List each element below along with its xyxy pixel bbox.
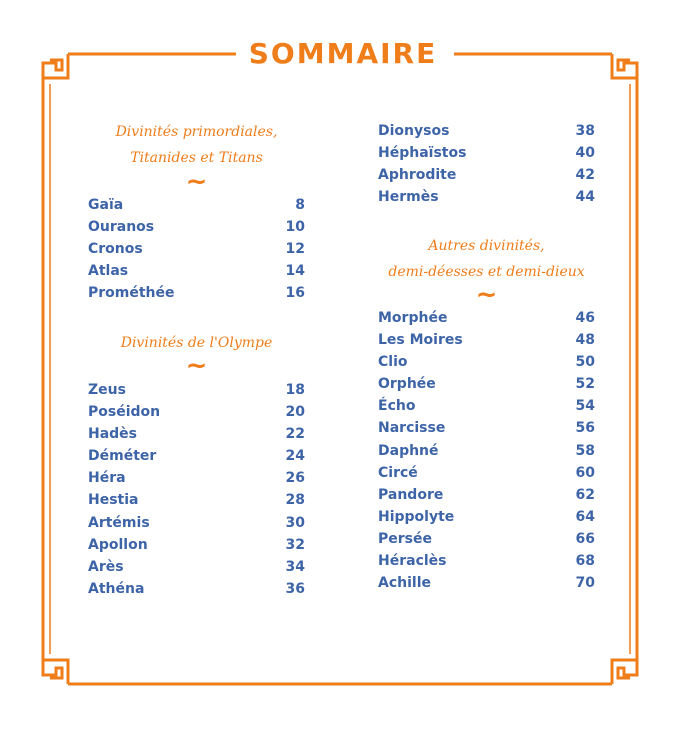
entry-page: 50 xyxy=(575,354,595,371)
toc-entry[interactable] xyxy=(378,395,595,417)
entry-name: Morphée xyxy=(378,310,448,326)
entry-page: 38 xyxy=(575,123,595,139)
toc-entry[interactable] xyxy=(378,329,595,351)
toc-entry[interactable] xyxy=(378,186,595,208)
entry-name: Atlas xyxy=(88,263,129,280)
entry-name: Héra xyxy=(88,470,126,487)
entry-page: 30 xyxy=(285,514,305,531)
entry-name: Écho xyxy=(378,398,416,415)
toc-entry[interactable] xyxy=(378,351,595,373)
entry-page: 70 xyxy=(575,575,595,592)
toc-entry[interactable] xyxy=(378,164,595,186)
entry-name: Circé xyxy=(378,464,418,481)
entry-name: Déméter xyxy=(88,448,157,465)
toc-entry[interactable] xyxy=(88,379,305,401)
entry-page: 62 xyxy=(575,486,595,503)
toc-entry[interactable] xyxy=(378,120,595,142)
entry-name: Orphée xyxy=(378,376,436,393)
toc-list xyxy=(88,379,305,600)
toc-entry[interactable] xyxy=(378,440,595,462)
toc-entry[interactable] xyxy=(88,467,305,489)
entry-name: Aphrodite xyxy=(378,167,457,184)
tilde-ornament-icon: ~ xyxy=(185,167,208,197)
toc-list xyxy=(378,120,595,208)
entry-page: 22 xyxy=(285,426,305,443)
entry-page: 34 xyxy=(285,558,305,575)
entry-name: Hestia xyxy=(88,492,139,509)
tilde-ornament-icon: ~ xyxy=(475,280,498,310)
entry-name: Achille xyxy=(378,575,431,592)
entry-page: 56 xyxy=(575,420,595,437)
toc-entry[interactable] xyxy=(88,489,305,511)
entry-page: 66 xyxy=(575,530,595,547)
entry-page: 36 xyxy=(285,580,305,597)
toc-entry[interactable] xyxy=(378,417,595,439)
entry-name: Narcisse xyxy=(378,420,446,437)
entry-page: 26 xyxy=(285,470,305,487)
entry-name: Artémis xyxy=(88,514,150,531)
entry-page: 46 xyxy=(575,310,595,326)
section-heading: Autres divinités, xyxy=(428,238,545,254)
entry-page: 68 xyxy=(575,553,595,570)
entry-name: Ouranos xyxy=(88,219,155,236)
toc-entry[interactable] xyxy=(378,506,595,528)
toc-entry[interactable] xyxy=(378,373,595,395)
section-heading: Titanides et Titans xyxy=(130,150,263,166)
entry-name: Daphné xyxy=(378,442,439,459)
toc-entry[interactable] xyxy=(88,194,305,216)
entry-page: 32 xyxy=(285,536,305,553)
entry-page: 58 xyxy=(575,442,595,459)
toc-entry[interactable] xyxy=(88,578,305,600)
entry-name: Les Moires xyxy=(378,332,463,349)
entry-name: Clio xyxy=(378,354,408,371)
entry-name: Hadès xyxy=(88,426,138,443)
entry-name: Athéna xyxy=(88,580,145,597)
toc-entry[interactable] xyxy=(88,534,305,556)
entry-page: 18 xyxy=(285,382,305,398)
toc-entry[interactable] xyxy=(88,216,305,238)
toc-entry[interactable] xyxy=(378,550,595,572)
entry-page: 42 xyxy=(575,167,595,184)
entry-page: 54 xyxy=(575,398,595,415)
toc-entry[interactable] xyxy=(378,484,595,506)
entry-name: Dionysos xyxy=(378,123,450,139)
section-heading: Divinités de l'Olympe xyxy=(120,335,273,351)
entry-page: 40 xyxy=(575,145,595,162)
entry-name: Cronos xyxy=(88,241,143,258)
toc-entry[interactable] xyxy=(378,572,595,594)
toc-entry[interactable] xyxy=(378,142,595,164)
entry-page: 24 xyxy=(285,448,305,465)
entry-name: Persée xyxy=(378,530,432,547)
entry-page: 44 xyxy=(575,189,595,206)
entry-name: Zeus xyxy=(88,382,126,398)
entry-page: 8 xyxy=(295,197,305,213)
entry-page: 64 xyxy=(575,508,595,525)
section-heading: demi-déesses et demi-dieux xyxy=(388,264,585,280)
toc-entry[interactable] xyxy=(378,528,595,550)
entry-page: 14 xyxy=(285,263,305,280)
entry-name: Héraclès xyxy=(378,553,447,570)
entry-page: 48 xyxy=(575,332,595,349)
entry-name: Héphaïstos xyxy=(378,145,467,162)
entry-name: Poséidon xyxy=(88,404,161,421)
toc-entry[interactable] xyxy=(88,512,305,534)
toc-entry[interactable] xyxy=(88,282,305,304)
section-heading: Divinités primordiales, xyxy=(115,124,278,140)
toc-list xyxy=(88,194,305,304)
entry-name: Gaïa xyxy=(88,197,124,213)
entry-name: Arès xyxy=(88,558,124,575)
entry-name: Pandore xyxy=(378,486,444,503)
page-title: SOMMAIRE xyxy=(240,34,446,74)
toc-entry[interactable] xyxy=(88,260,305,282)
tilde-ornament-icon: ~ xyxy=(185,351,208,381)
entry-page: 60 xyxy=(575,464,595,481)
toc-entry[interactable] xyxy=(88,401,305,423)
entry-page: 10 xyxy=(285,219,305,236)
toc-entry[interactable] xyxy=(378,462,595,484)
toc-entry[interactable] xyxy=(88,238,305,260)
entry-name: Hermès xyxy=(378,189,439,206)
entry-name: Hippolyte xyxy=(378,508,455,525)
toc-entry[interactable] xyxy=(88,423,305,445)
toc-entry[interactable] xyxy=(88,556,305,578)
entry-name: Apollon xyxy=(88,536,148,553)
entry-name: Prométhée xyxy=(88,285,175,302)
toc-list xyxy=(378,307,595,594)
toc-entry[interactable] xyxy=(378,307,595,329)
entry-page: 20 xyxy=(285,404,305,421)
toc-entry[interactable] xyxy=(88,445,305,467)
entry-page: 12 xyxy=(285,241,305,258)
entry-page: 28 xyxy=(285,492,305,509)
entry-page: 16 xyxy=(285,285,305,302)
entry-page: 52 xyxy=(575,376,595,393)
